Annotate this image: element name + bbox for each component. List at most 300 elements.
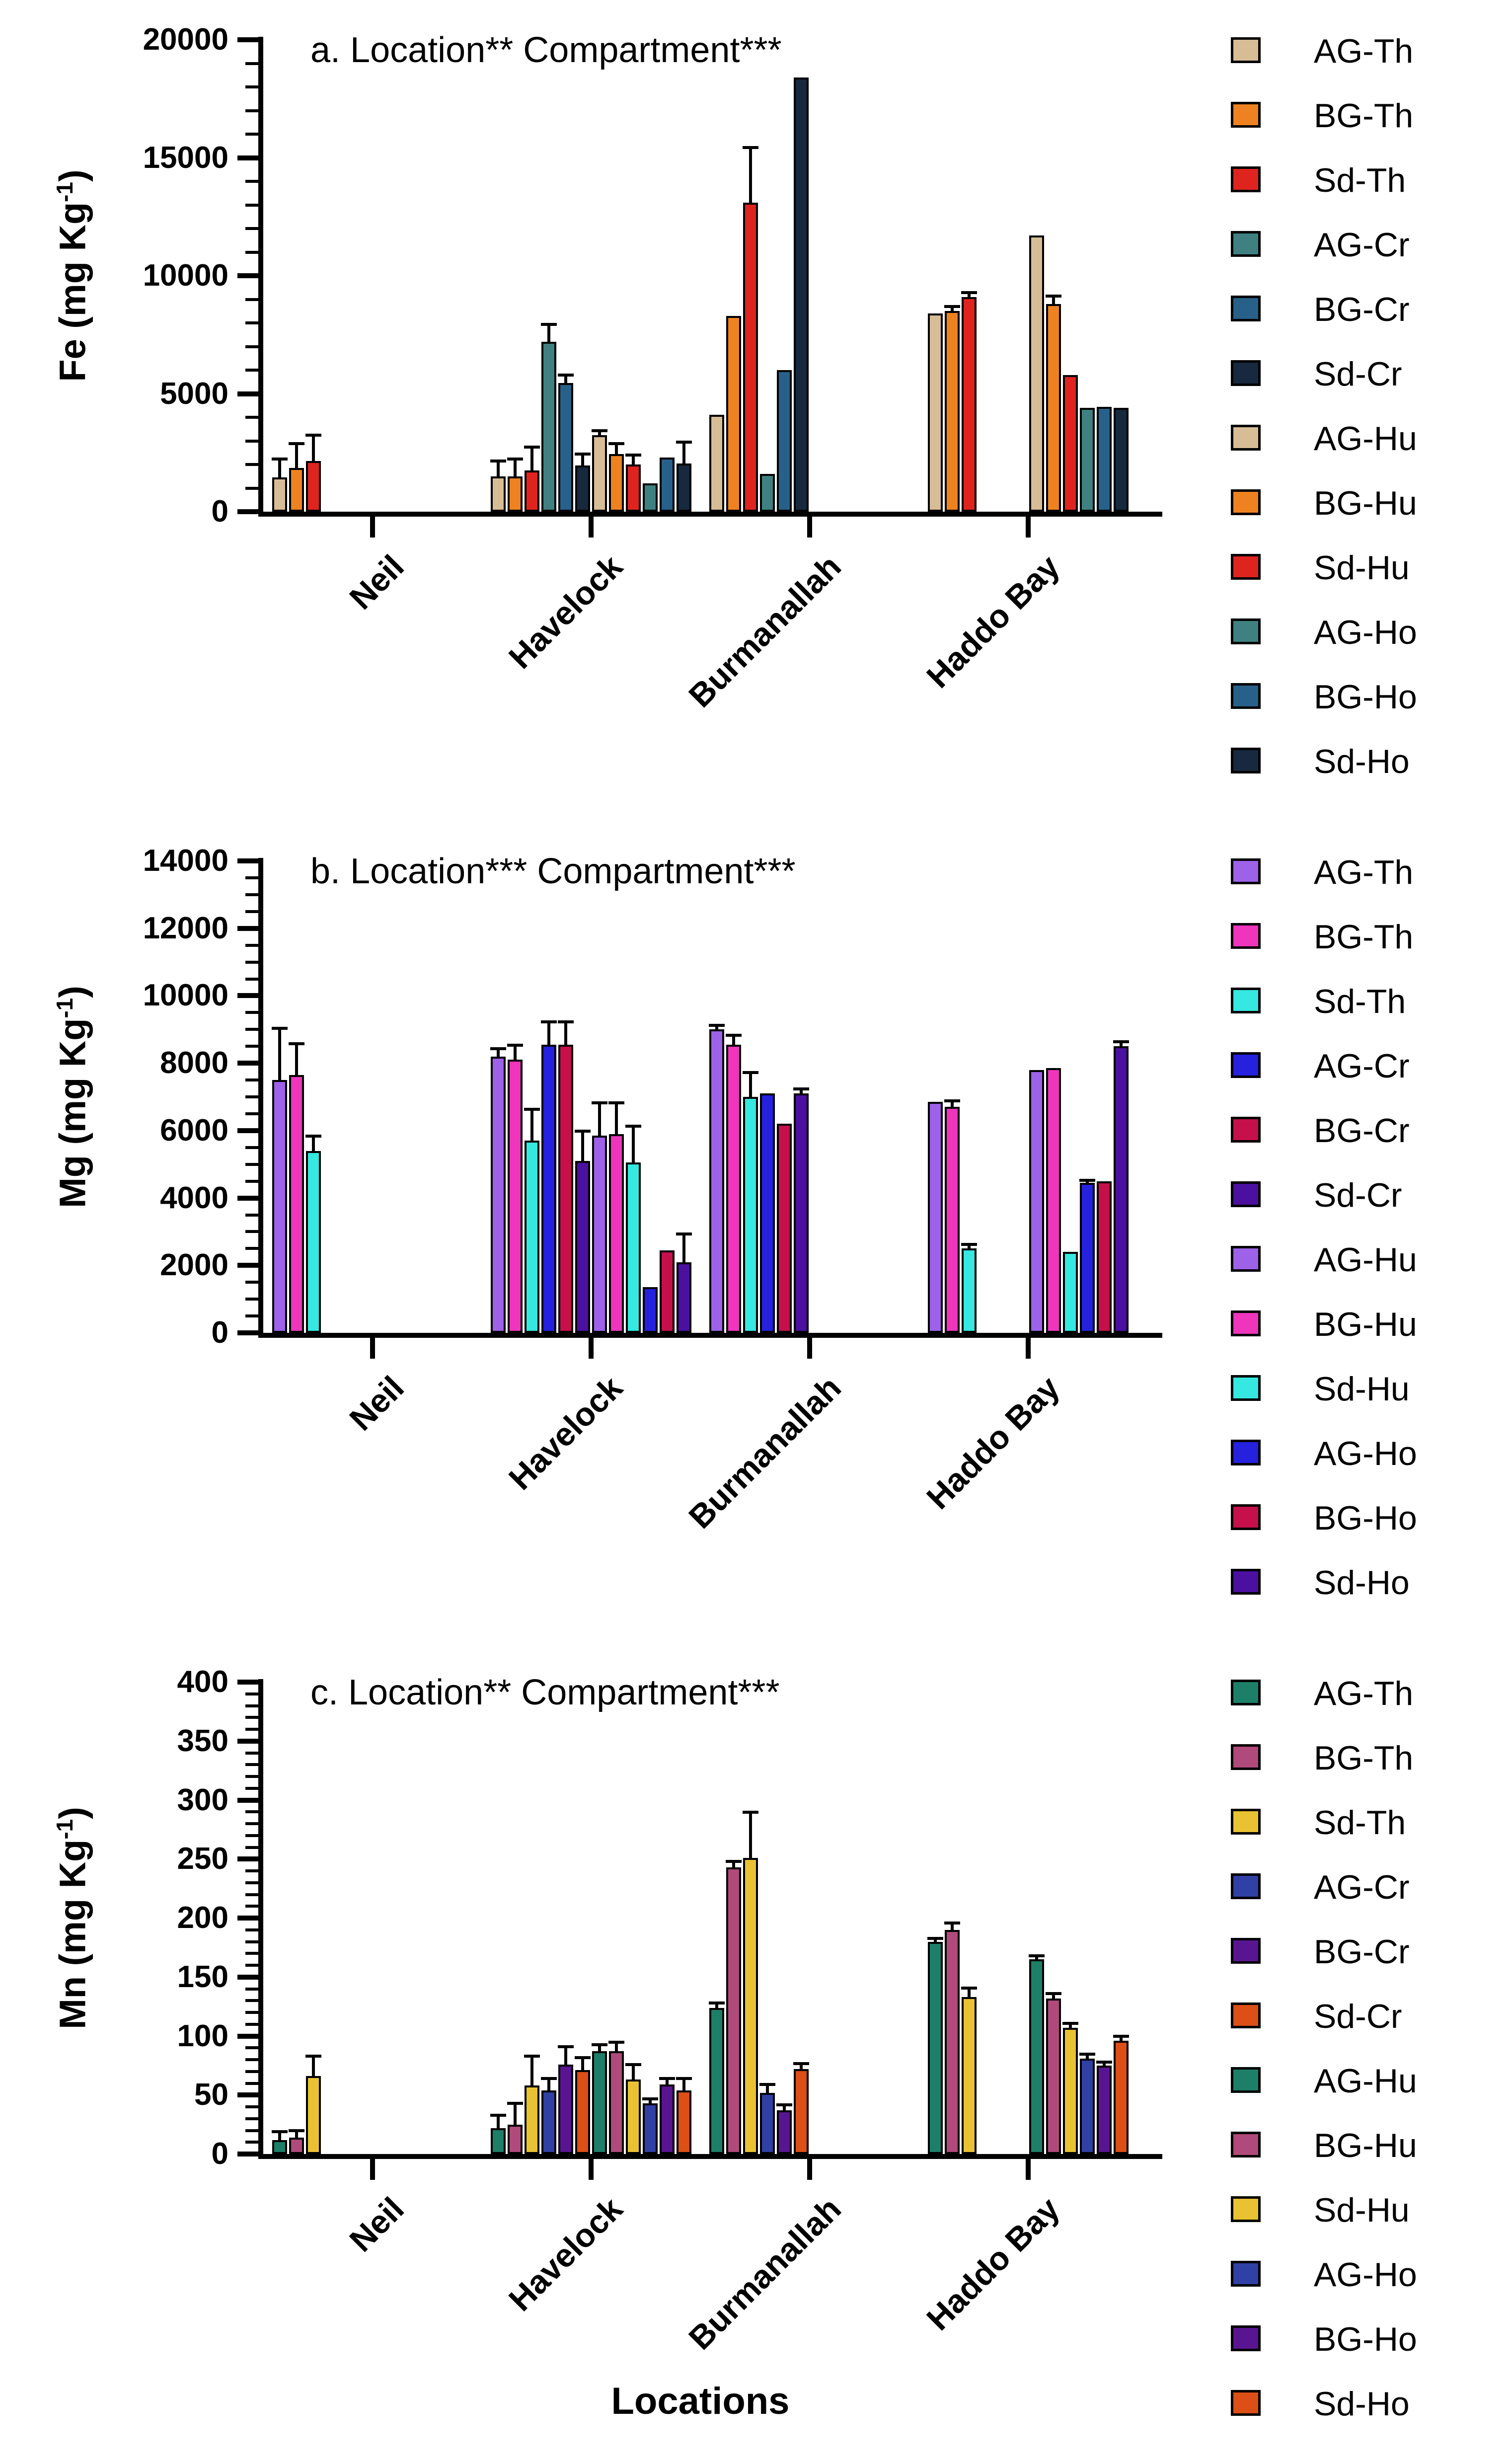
legend-label-BG-Th: BG-Th — [1314, 918, 1414, 956]
error-bar-cap — [524, 1108, 540, 1111]
legend-swatch-AG-Hu — [1231, 2067, 1261, 2093]
error-bar-cap — [759, 2083, 775, 2086]
error-bar-cap — [625, 2063, 641, 2066]
y-tick-label: 0 — [211, 2137, 228, 2171]
legend-label-BG-Cr: BG-Cr — [1314, 291, 1410, 328]
y-major-tick — [237, 1739, 258, 1744]
y-minor-tick — [245, 2023, 258, 2026]
y-minor-tick — [245, 463, 258, 466]
legend-label-BG-Ho: BG-Ho — [1314, 2320, 1417, 2358]
y-tick-label: 2000 — [160, 1248, 228, 1283]
y-major-tick — [237, 509, 258, 514]
legend-swatch-BG-Ho — [1231, 2325, 1261, 2351]
y-minor-tick — [245, 440, 258, 443]
bar-AG-Ho-Haddo-Bay — [1080, 1183, 1095, 1333]
y-minor-tick — [245, 2082, 258, 2085]
error-bar-cap — [490, 1047, 506, 1050]
y-tick-label: 50 — [194, 2078, 228, 2112]
bar-BG-Cr-Havelock — [558, 383, 573, 512]
y-tick-label: 150 — [177, 1959, 228, 1994]
y-minor-tick — [245, 298, 258, 301]
y-major-tick — [237, 1680, 258, 1685]
y-major-tick — [237, 1196, 258, 1201]
bar-BG-Th-Neil — [289, 468, 304, 512]
y-minor-tick — [245, 1893, 258, 1896]
y-tick-label: 400 — [177, 1665, 228, 1699]
y-minor-tick — [245, 2070, 258, 2073]
y-minor-tick — [245, 1281, 258, 1284]
legend-label-AG-Hu: AG-Hu — [1314, 1241, 1417, 1279]
y-major-tick — [237, 391, 258, 396]
bar-BG-Ho-Haddo-Bay — [1097, 1181, 1112, 1333]
x-category-label: Havelock — [501, 2190, 630, 2318]
y-minor-tick — [245, 109, 258, 112]
x-major-tick — [589, 517, 594, 538]
legend-label-BG-Th: BG-Th — [1314, 1739, 1414, 1777]
legend-label-AG-Hu: AG-Hu — [1314, 420, 1417, 458]
bar-Sd-Ho-Haddo-Bay — [1114, 1046, 1129, 1333]
legend-swatch-Sd-Cr — [1231, 360, 1261, 386]
error-bar-cap — [676, 441, 692, 444]
chart-panel-c — [0, 1642, 1508, 2464]
x-major-tick — [370, 517, 375, 538]
legend-label-BG-Th: BG-Th — [1314, 97, 1414, 135]
bar-BG-Cr-Burmanallah — [777, 2110, 792, 2154]
legend-swatch-AG-Ho — [1231, 618, 1261, 644]
error-bar-cap — [1096, 2061, 1112, 2064]
legend-label-BG-Hu: BG-Hu — [1314, 484, 1417, 522]
legend-swatch-AG-Cr — [1231, 1873, 1261, 1899]
y-minor-tick — [245, 369, 258, 372]
error-bar-cap — [558, 1020, 574, 1023]
y-minor-tick — [245, 487, 258, 490]
bar-AG-Hu-Havelock — [592, 435, 607, 512]
y-minor-tick — [245, 1928, 258, 1931]
y-axis-line — [258, 858, 263, 1336]
legend-label-AG-Th: AG-Th — [1314, 853, 1414, 891]
bar-BG-Hu-Haddo-Bay — [1046, 304, 1061, 512]
bar-BG-Hu-Haddo-Bay — [1046, 1999, 1061, 2155]
legend-label-Sd-Th: Sd-Th — [1314, 1804, 1406, 1842]
bar-Sd-Cr-Burmanallah — [794, 2069, 809, 2154]
error-bar-cap — [625, 454, 641, 457]
bar-BG-Th-Burmanallah — [726, 316, 741, 512]
legend-label-Sd-Ho: Sd-Ho — [1314, 2385, 1410, 2423]
y-major-tick — [237, 1263, 258, 1268]
bar-Sd-Th-Haddo-Bay — [962, 1997, 977, 2154]
x-major-tick — [1026, 517, 1031, 538]
legend-swatch-BG-Hu — [1231, 2132, 1261, 2157]
y-axis-title: Mg (mg $Kg^{-1}$) — [52, 986, 93, 1208]
x-axis-line — [258, 512, 1162, 517]
bar-AG-Th-Haddo-Bay — [928, 1102, 943, 1333]
bar-Sd-Cr-Havelock — [575, 2070, 590, 2154]
legend-swatch-Sd-Cr — [1231, 1181, 1261, 1207]
bar-Sd-Ho-Havelock — [677, 1262, 691, 1333]
bar-BG-Ho-Haddo-Bay — [1097, 2066, 1112, 2154]
x-axis-line — [258, 2154, 1162, 2159]
error-bar-cap — [305, 434, 321, 437]
legend-label-BG-Cr: BG-Cr — [1314, 1112, 1410, 1150]
y-major-tick — [237, 2034, 258, 2039]
bar-AG-Ho-Havelock — [643, 483, 658, 512]
y-major-tick — [237, 2092, 258, 2097]
x-major-tick — [1026, 1338, 1031, 1359]
error-bar-cap — [961, 1243, 977, 1246]
legend-label-AG-Cr: AG-Cr — [1314, 226, 1410, 264]
error-bar-cap — [541, 1020, 557, 1023]
error-bar-cap — [524, 2055, 540, 2058]
y-major-tick — [237, 1128, 258, 1133]
error-bar-cap — [272, 2130, 288, 2133]
error-bar-cap — [709, 2002, 725, 2004]
y-minor-tick — [245, 2046, 258, 2049]
x-major-tick — [807, 517, 812, 538]
bar-AG-Th-Neil — [272, 477, 287, 512]
bar-Sd-Ho-Havelock — [677, 2090, 691, 2154]
legend-swatch-Sd-Hu — [1231, 554, 1261, 580]
legend-swatch-AG-Hu — [1231, 425, 1261, 451]
x-category-label: Neil — [342, 547, 411, 616]
x-axis-line — [258, 1333, 1162, 1338]
y-minor-tick — [245, 1775, 258, 1778]
legend-label-BG-Cr: BG-Cr — [1314, 1933, 1410, 1971]
chart-panel-b — [0, 821, 1508, 1642]
bar-BG-Cr-Burmanallah — [777, 1124, 792, 1333]
bar-BG-Th-Havelock — [508, 476, 523, 512]
bar-AG-Hu-Havelock — [592, 1136, 607, 1333]
legend-label-AG-Th: AG-Th — [1314, 1675, 1414, 1712]
x-major-tick — [370, 2159, 375, 2180]
legend-label-Sd-Hu: Sd-Hu — [1314, 1370, 1410, 1408]
chart-title: a. Location** Compartment*** — [310, 30, 782, 70]
bar-Sd-Cr-Burmanallah — [794, 77, 809, 512]
bar-AG-Cr-Burmanallah — [760, 474, 775, 512]
error-bar-cap — [676, 1232, 692, 1235]
bar-BG-Th-Burmanallah — [726, 1045, 741, 1333]
y-minor-tick — [245, 910, 258, 913]
error-bar-cap — [1029, 1954, 1045, 1957]
error-bar-cap — [575, 2056, 591, 2059]
chart-title: b. Location*** Compartment*** — [310, 851, 796, 891]
error-bar-cap — [726, 1860, 742, 1863]
error-bar-cap — [289, 1042, 304, 1045]
bar-Sd-Th-Havelock — [525, 2085, 539, 2154]
y-minor-tick — [245, 227, 258, 230]
legend-swatch-Sd-Ho — [1231, 2390, 1261, 2416]
legend-label-Sd-Cr: Sd-Cr — [1314, 355, 1402, 393]
y-minor-tick — [245, 961, 258, 964]
bar-AG-Ho-Havelock — [643, 2103, 658, 2154]
y-minor-tick — [245, 1704, 258, 1707]
x-category-label: Haddo Bay — [919, 547, 1067, 695]
x-major-tick — [589, 1338, 594, 1359]
y-tick-label: 6000 — [160, 1113, 228, 1148]
error-bar-line — [278, 1029, 281, 1085]
legend-label-BG-Hu: BG-Hu — [1314, 2127, 1417, 2164]
y-minor-tick — [245, 1728, 258, 1731]
error-bar-line — [749, 1813, 752, 1863]
y-major-tick — [237, 1798, 258, 1803]
y-minor-tick — [245, 893, 258, 896]
y-minor-tick — [245, 1869, 258, 1872]
y-minor-tick — [245, 1693, 258, 1695]
error-bar-cap — [507, 2102, 523, 2105]
y-minor-tick — [245, 1011, 258, 1014]
y-major-tick — [237, 37, 258, 42]
error-bar-cap — [944, 1099, 960, 1102]
y-major-tick — [237, 1061, 258, 1066]
error-bar-cap — [507, 458, 523, 461]
y-minor-tick — [245, 1988, 258, 1991]
legend-swatch-BG-Cr — [1231, 296, 1261, 321]
y-minor-tick — [245, 1999, 258, 2002]
x-category-label: Havelock — [501, 1369, 630, 1497]
error-bar-cap — [558, 2045, 574, 2048]
y-minor-tick — [245, 876, 258, 879]
bar-Sd-Cr-Havelock — [575, 465, 590, 512]
error-bar-cap — [709, 1024, 725, 1027]
y-minor-tick — [245, 416, 258, 419]
y-minor-tick — [245, 2141, 258, 2144]
bar-AG-Cr-Havelock — [541, 2090, 556, 2154]
legend-swatch-Sd-Th — [1231, 1809, 1261, 1835]
error-bar-cap — [676, 2077, 692, 2080]
bar-Sd-Th-Haddo-Bay — [962, 1248, 977, 1333]
bar-AG-Cr-Havelock — [541, 342, 556, 512]
x-major-tick — [807, 1338, 812, 1359]
y-minor-tick — [245, 1810, 258, 1813]
bar-Sd-Hu-Havelock — [626, 464, 641, 512]
legend-label-Sd-Hu: Sd-Hu — [1314, 2191, 1410, 2229]
x-category-label: Haddo Bay — [919, 1369, 1067, 1516]
y-minor-tick — [245, 321, 258, 324]
legend-label-AG-Ho: AG-Ho — [1314, 1435, 1417, 1472]
y-axis-line — [258, 37, 263, 515]
y-minor-tick — [245, 1881, 258, 1884]
bar-BG-Th-Neil — [289, 1075, 304, 1333]
error-bar-cap — [541, 2077, 557, 2080]
bar-Sd-Th-Burmanallah — [743, 1097, 758, 1333]
error-bar-cap — [592, 429, 607, 432]
error-bar-cap — [289, 2129, 304, 2132]
y-minor-tick — [245, 1230, 258, 1233]
y-tick-label: 200 — [177, 1901, 228, 1935]
y-tick-label: 4000 — [160, 1180, 228, 1215]
legend-swatch-AG-Ho — [1231, 2261, 1261, 2287]
legend-label-AG-Cr: AG-Cr — [1314, 1047, 1410, 1085]
bar-AG-Th-Havelock — [491, 476, 506, 512]
error-bar-cap — [944, 305, 960, 308]
legend-label-Sd-Ho: Sd-Ho — [1314, 1564, 1410, 1602]
legend-swatch-AG-Cr — [1231, 231, 1261, 257]
bar-Sd-Th-Neil — [306, 2076, 321, 2154]
y-minor-tick — [245, 1146, 258, 1149]
y-minor-tick — [245, 1214, 258, 1217]
bar-Sd-Cr-Burmanallah — [794, 1093, 809, 1333]
y-tick-label: 0 — [211, 494, 228, 529]
x-category-label: Neil — [342, 2190, 411, 2259]
bar-Sd-Th-Burmanallah — [743, 203, 758, 512]
error-bar-cap — [608, 1101, 624, 1104]
legend-label-AG-Th: AG-Th — [1314, 32, 1414, 70]
legend-swatch-Sd-Ho — [1231, 1569, 1261, 1595]
y-axis-title: Mn (mg $Kg^{-1}$) — [52, 1807, 93, 2029]
bar-BG-Ho-Havelock — [660, 2084, 675, 2154]
error-bar-cap — [625, 1125, 641, 1128]
y-axis-title: Fe (mg $Kg^{-1}$) — [52, 169, 93, 382]
y-minor-tick — [245, 1247, 258, 1250]
bar-AG-Ho-Haddo-Bay — [1080, 2059, 1095, 2154]
bar-BG-Cr-Havelock — [558, 2065, 573, 2155]
error-bar-cap — [743, 1811, 758, 1814]
bar-BG-Th-Havelock — [508, 2125, 523, 2154]
bar-BG-Th-Haddo-Bay — [945, 1930, 960, 2154]
legend-swatch-AG-Cr — [1231, 1052, 1261, 1078]
bar-BG-Ho-Havelock — [660, 1250, 675, 1333]
legend-label-Sd-Hu: Sd-Hu — [1314, 549, 1410, 587]
y-axis-line — [258, 1679, 263, 2157]
y-minor-tick — [245, 2058, 258, 2061]
legend-swatch-BG-Cr — [1231, 1938, 1261, 1964]
y-major-tick — [237, 993, 258, 998]
bar-Sd-Th-Neil — [306, 1151, 321, 1333]
bar-Sd-Th-Haddo-Bay — [962, 297, 977, 512]
legend-swatch-AG-Ho — [1231, 1440, 1261, 1465]
y-minor-tick — [245, 1028, 258, 1031]
bar-AG-Hu-Haddo-Bay — [1029, 1070, 1044, 1333]
bar-AG-Th-Havelock — [491, 2128, 506, 2154]
legend-swatch-AG-Th — [1231, 37, 1261, 63]
error-bar-cap — [272, 458, 288, 461]
legend-swatch-BG-Cr — [1231, 1117, 1261, 1143]
bar-BG-Th-Haddo-Bay — [945, 311, 960, 512]
error-bar-cap — [1079, 1179, 1095, 1182]
bar-Sd-Th-Neil — [306, 461, 321, 512]
legend-label-AG-Hu: AG-Hu — [1314, 2062, 1417, 2100]
x-category-label: Burmanallah — [681, 2190, 848, 2357]
error-bar-cap — [305, 2055, 321, 2058]
legend-label-Sd-Ho: Sd-Ho — [1314, 743, 1410, 780]
y-minor-tick — [245, 1752, 258, 1755]
y-minor-tick — [245, 85, 258, 88]
error-bar-cap — [490, 460, 506, 462]
y-major-tick — [237, 858, 258, 863]
legend-swatch-Sd-Th — [1231, 988, 1261, 1013]
y-minor-tick — [245, 1787, 258, 1790]
y-minor-tick — [245, 204, 258, 207]
y-minor-tick — [245, 944, 258, 947]
error-bar-cap — [793, 2062, 809, 2065]
bar-Sd-Th-Burmanallah — [743, 1858, 758, 2154]
y-minor-tick — [245, 1952, 258, 1955]
error-bar-cap — [659, 2077, 675, 2080]
bar-AG-Hu-Haddo-Bay — [1029, 235, 1044, 512]
legend-swatch-BG-Hu — [1231, 1310, 1261, 1336]
y-tick-label: 15000 — [143, 140, 228, 175]
legend-swatch-AG-Th — [1231, 1680, 1261, 1705]
y-major-tick — [237, 1330, 258, 1335]
legend-swatch-BG-Th — [1231, 102, 1261, 128]
error-bar-cap — [927, 1937, 943, 1940]
y-minor-tick — [245, 978, 258, 981]
bar-AG-Th-Neil — [272, 2140, 287, 2155]
bar-AG-Hu-Haddo-Bay — [1029, 1959, 1044, 2154]
legend-label-Sd-Cr: Sd-Cr — [1314, 1176, 1402, 1214]
bar-Sd-Cr-Havelock — [575, 1161, 590, 1333]
y-minor-tick — [245, 1822, 258, 1825]
bar-AG-Th-Havelock — [491, 1057, 506, 1333]
y-minor-tick — [245, 1078, 258, 1081]
error-bar-cap — [289, 442, 304, 445]
y-minor-tick — [245, 2129, 258, 2132]
error-bar-cap — [592, 1101, 607, 1104]
bar-BG-Cr-Havelock — [558, 1045, 573, 1333]
y-minor-tick — [245, 1112, 258, 1115]
bar-AG-Ho-Haddo-Bay — [1080, 408, 1095, 512]
y-tick-label: 8000 — [160, 1046, 228, 1080]
y-minor-tick — [245, 1298, 258, 1301]
y-minor-tick — [245, 2011, 258, 2014]
y-tick-label: 20000 — [143, 22, 228, 57]
error-bar-cap — [1113, 1040, 1129, 1043]
legend-swatch-Sd-Hu — [1231, 1375, 1261, 1401]
legend-label-Sd-Th: Sd-Th — [1314, 983, 1406, 1020]
legend-swatch-BG-Th — [1231, 1744, 1261, 1770]
legend-swatch-AG-Th — [1231, 858, 1261, 884]
y-major-tick — [237, 1975, 258, 1980]
y-minor-tick — [245, 2117, 258, 2120]
y-minor-tick — [245, 345, 258, 348]
x-category-label: Havelock — [501, 547, 630, 676]
error-bar-cap — [575, 1130, 591, 1133]
y-tick-label: 10000 — [143, 978, 228, 1013]
bar-AG-Th-Burmanallah — [709, 415, 724, 512]
bar-BG-Ho-Haddo-Bay — [1097, 407, 1112, 512]
y-major-tick — [237, 926, 258, 931]
y-tick-label: 250 — [177, 1842, 228, 1876]
bar-AG-Th-Neil — [272, 1080, 287, 1333]
error-bar-cap — [961, 291, 977, 294]
error-bar-cap — [608, 442, 624, 445]
y-major-tick — [237, 273, 258, 278]
x-category-label: Neil — [342, 1369, 411, 1438]
bar-Sd-Th-Havelock — [525, 1141, 539, 1333]
error-bar-cap — [490, 2114, 506, 2117]
error-bar-cap — [541, 323, 557, 326]
x-major-tick — [807, 2159, 812, 2180]
error-bar-cap — [507, 1044, 523, 1047]
legend-swatch-BG-Ho — [1231, 683, 1261, 709]
bar-AG-Cr-Havelock — [541, 1045, 556, 1333]
y-minor-tick — [245, 1163, 258, 1166]
bar-Sd-Ho-Haddo-Bay — [1114, 2041, 1129, 2154]
chart-panel-a — [0, 0, 1508, 821]
x-major-tick — [1026, 2159, 1031, 2180]
error-bar-cap — [961, 1987, 977, 1990]
y-minor-tick — [245, 1905, 258, 1908]
y-minor-tick — [245, 1045, 258, 1048]
error-bar-line — [598, 1104, 601, 1141]
y-minor-tick — [245, 1763, 258, 1766]
y-major-tick — [237, 1916, 258, 1921]
error-bar-cap — [592, 2043, 607, 2046]
bar-AG-Th-Burmanallah — [709, 1029, 724, 1333]
x-category-label: Burmanallah — [681, 547, 848, 714]
bar-AG-Th-Haddo-Bay — [928, 1942, 943, 2155]
error-bar-line — [749, 149, 752, 208]
bar-Sd-Hu-Haddo-Bay — [1063, 1252, 1078, 1333]
